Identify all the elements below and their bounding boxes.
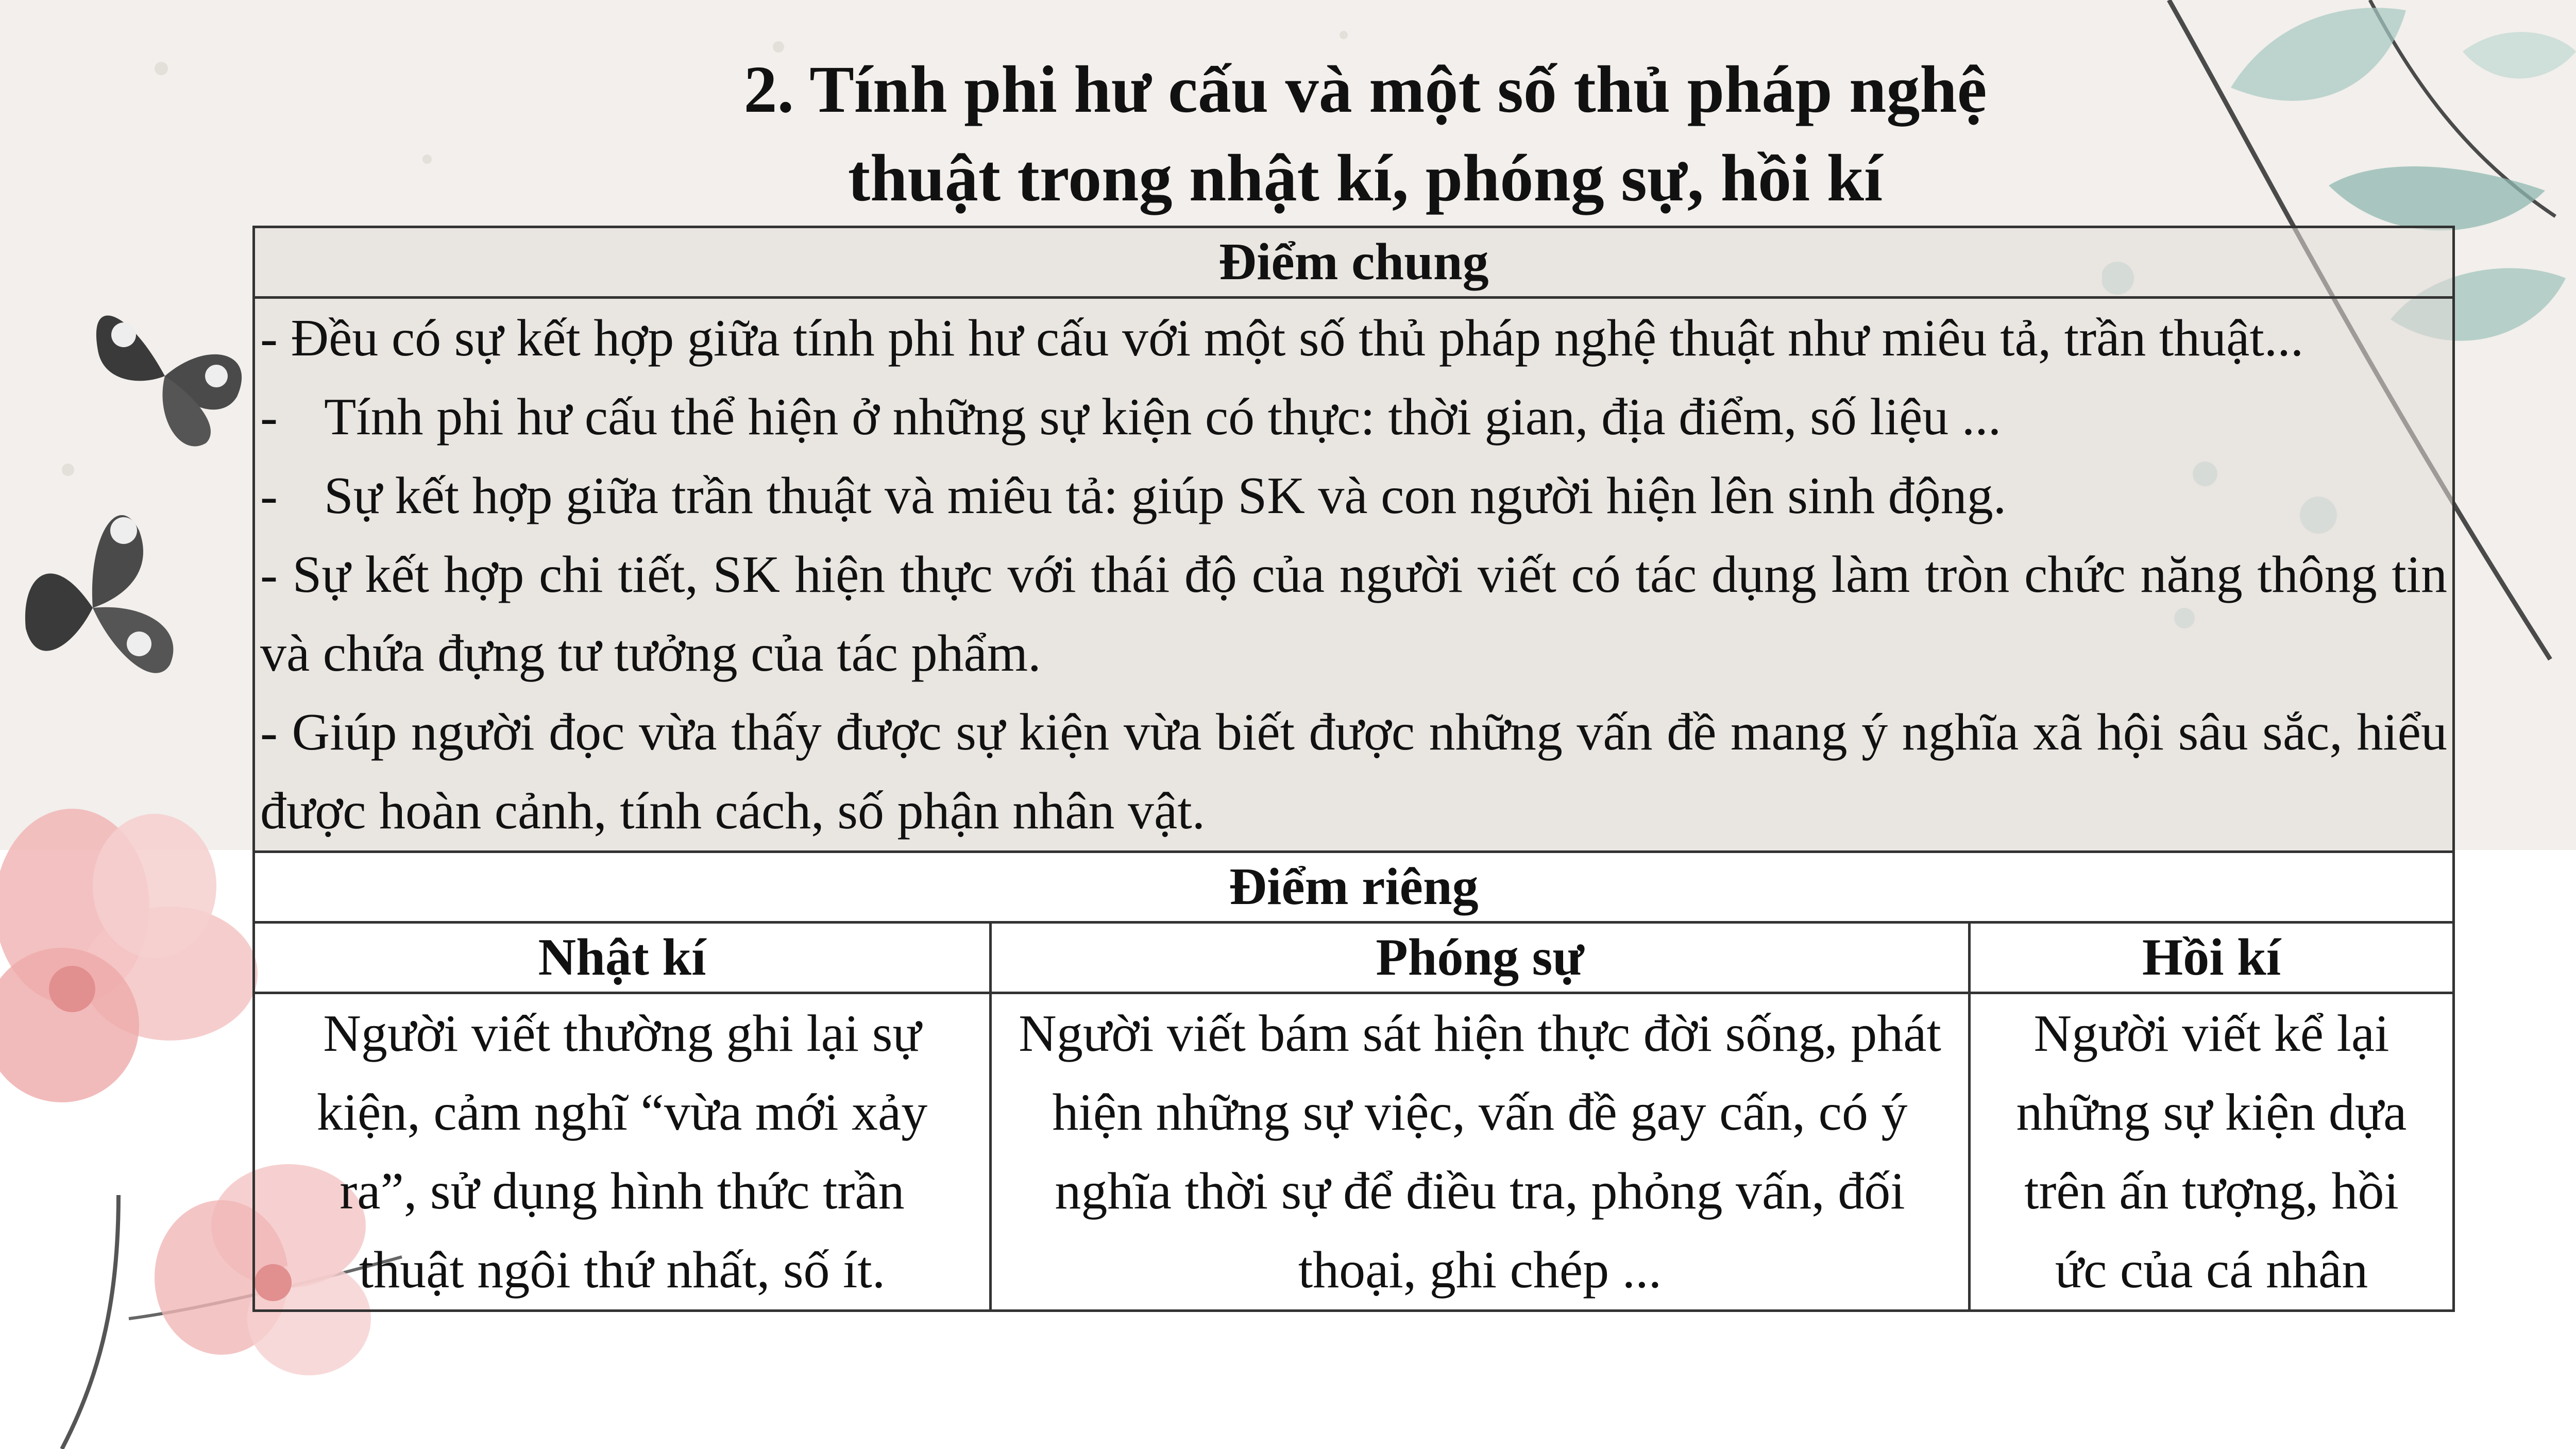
common-point-3-text: Sự kết hợp giữa trần thuật và miêu tả: giúp SK và con người hiện lên sinh động. bbox=[324, 467, 2007, 525]
heading-hoi-ki: Hồi kí bbox=[1970, 923, 2454, 993]
butterfly-decoration bbox=[0, 474, 196, 742]
common-content-row bbox=[254, 298, 2454, 852]
paper-speck bbox=[422, 155, 432, 164]
common-point-4: - Sự kết hợp chi tiết, SK hiện thực với thái độ của người viết có tác dụng làm tròn chức năng thông tin và chứa đựng tư tưởng của tác phẩm. bbox=[260, 545, 2448, 683]
common-header-row bbox=[254, 227, 2454, 298]
list-dash: - bbox=[260, 467, 278, 525]
title-line-2: thuật trong nhật kí, phóng sự, hồi kí bbox=[848, 141, 1883, 215]
common-point-2 bbox=[260, 378, 2447, 456]
common-content-cell bbox=[254, 298, 2454, 852]
column-content-row bbox=[254, 993, 2454, 1311]
list-dash: - bbox=[260, 388, 278, 446]
paper-speck bbox=[155, 62, 168, 75]
common-point-1: - Đều có sự kết hợp giữa tính phi hư cấu với một số thủ pháp nghệ thuật như miêu tả, trần thuật... bbox=[260, 309, 2304, 367]
common-point-3 bbox=[260, 456, 2447, 535]
heading-nhat-ki: Nhật kí bbox=[254, 923, 991, 993]
distinct-header-row bbox=[254, 852, 2454, 923]
common-point-2-text: Tính phi hư cấu thể hiện ở những sự kiện có thực: thời gian, địa điểm, số liệu ... bbox=[324, 388, 2002, 446]
column-heading-row bbox=[254, 923, 2454, 993]
title-line-1: 2. Tính phi hư cấu và một số thủ pháp nghệ bbox=[743, 53, 1987, 127]
comparison-table bbox=[252, 226, 2455, 1312]
butterfly-decoration bbox=[67, 278, 263, 474]
common-point-5: - Giúp người đọc vừa thấy được sự kiện vừa biết được những vấn đề mang ý nghĩa xã hội sâu sắc, hiểu được hoàn cảnh, tính cách, số phận nhân vật. bbox=[260, 703, 2448, 840]
distinct-header-cell: Điểm riêng bbox=[254, 852, 2454, 923]
content-phong-su: Người viết bám sát hiện thực đời sống, phát hiện những sự việc, vấn đề gay cấn, có ý nghĩa thời sự để điều tra, phỏng vấn, đối thoại, ghi chép ... bbox=[991, 993, 1970, 1311]
common-header-cell: Điểm chung bbox=[254, 227, 2454, 298]
heading-phong-su: Phóng sự bbox=[991, 923, 1970, 993]
paper-speck bbox=[1340, 31, 1348, 39]
slide-title bbox=[515, 45, 2215, 223]
content-hoi-ki: Người viết kể lại những sự kiện dựa trên ấn tượng, hồi ức của cá nhân bbox=[1970, 993, 2454, 1311]
content-nhat-ki: Người viết thường ghi lại sự kiện, cảm nghĩ “vừa mới xảy ra”, sử dụng hình thức trần thuật ngôi thứ nhất, số ít. bbox=[254, 993, 991, 1311]
